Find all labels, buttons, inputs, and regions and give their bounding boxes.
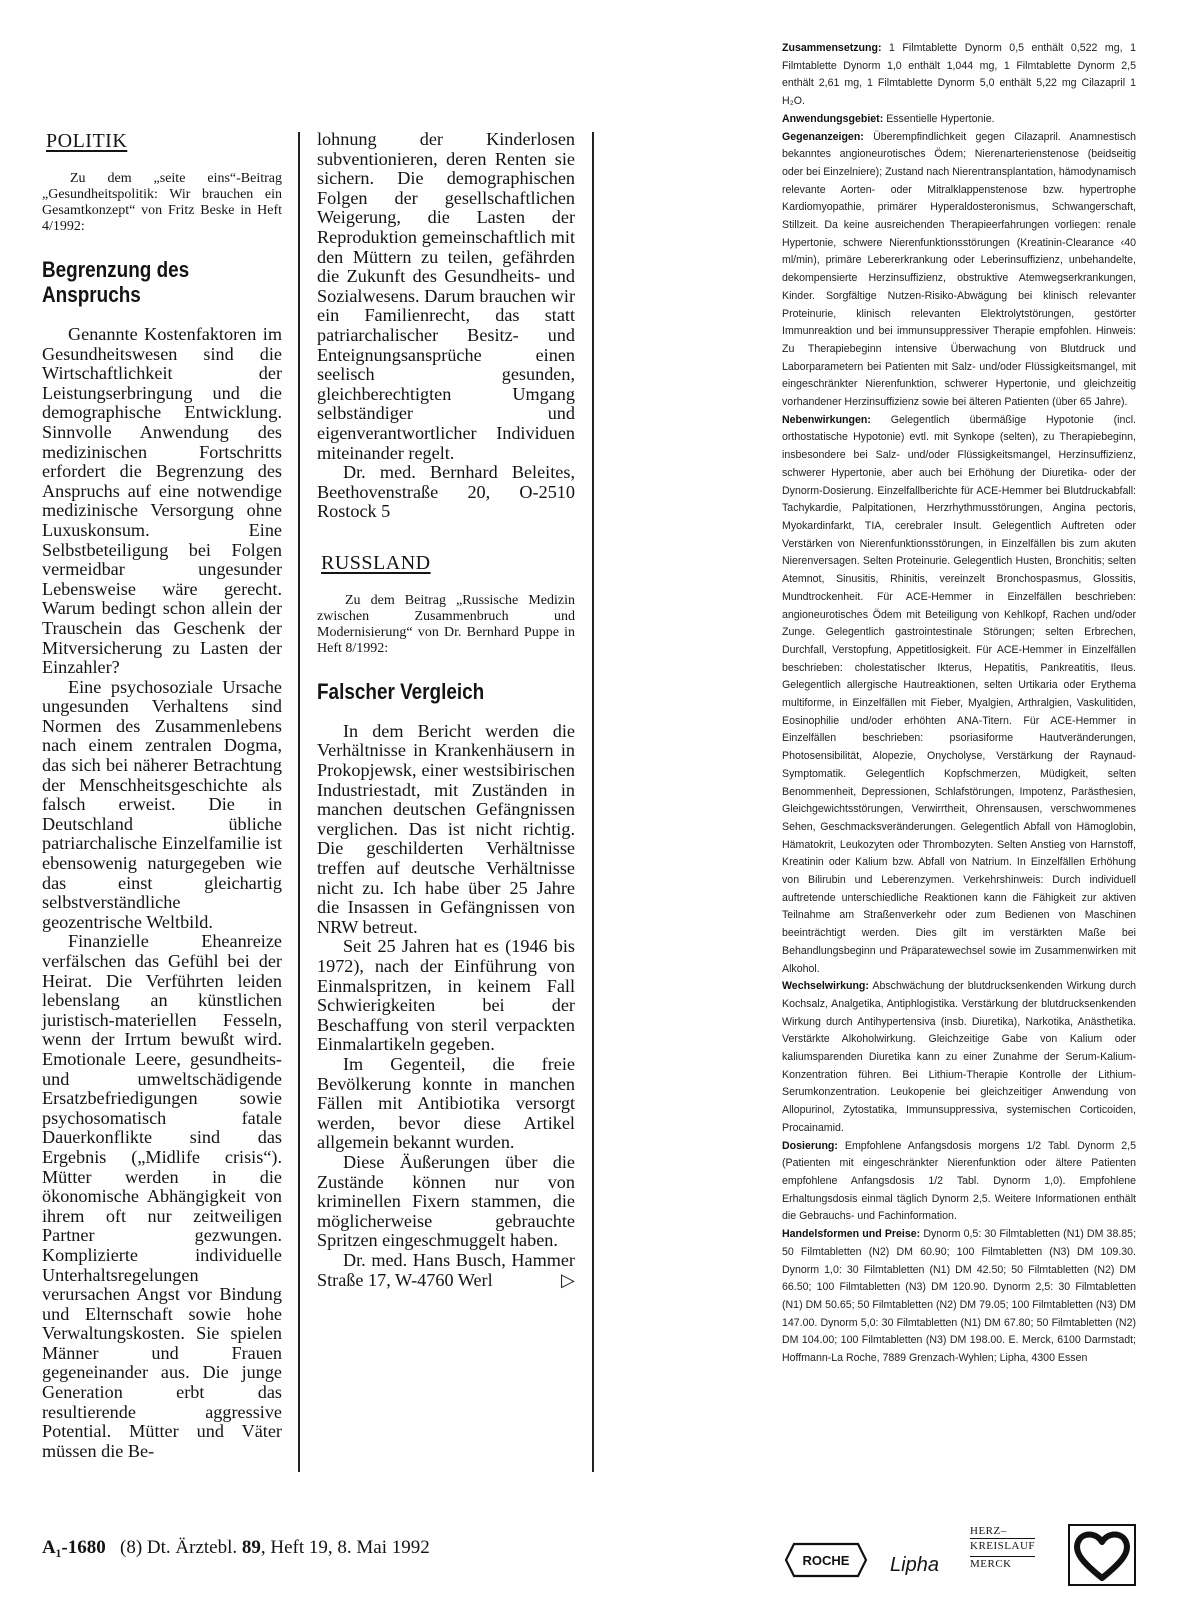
ad-paragraph-nebenwirkungen: Nebenwirkungen: Gelegentlich übermäßige Hypotonie (incl. orthostatische Hypotonie) evtl. mit Synkope (selten), zu Therapiebeginn, insbesondere bei Salz- und/oder Flüssigkeitsmangel, Herzinsuffizienz, schwerer Hypertonie, aber auch bei Erhöhung der Diuretika- oder der Dynorm-Dosierung. Einzelfallberichte für ACE-Hemmer bei Blutdruckabfall: Tachykardie, Palpitationen, Herzrhythmusstörungen, Angina pectoris, Myokardinfarkt, TIA, cerebraler Insult. Gelegentlich Auftreten oder Verstärken von Nierenfunktionsstörungen, in Einzelfällen bis zum akuten Nierenversagen. Selten Proteinurie. Gelegentlich Husten, Bronchitis; selten Atemnot, Sinusitis, Rhinitis, vereinzelt Bronchospasmus, Glossitis, Mundtrockenheit. Für ACE-Hemmer in Einzelfällen beschrieben: angioneurotisches Ödem mit Beteiligung von Kehlkopf, Rachen und/oder Zunge. Gelegentlich gastrointestinale Störungen; selten Erbrechen, Durchfall, Verstopfung, Appetitlosigkeit. Für ACE-Hemmer in Einzelfällen beschrieben: cholestatischer Ikterus, Hepatitis, Pankreatitis, Ileus. Gelegentlich allergische Hautreaktionen, selten Urtikaria oder Erythema multiforme, in Einzelfällen mit Fieber, Myalgien, Arthralgien, Vaskulitiden, Eosinophilie und/oder erhöhten ANA-Titern. Für ACE-Hemmer in Einzelfällen beschrieben: psoriasiforme Hautveränderungen, Photosensibilität, Alopezie, Onycholyse, Verstärkung der Raynaud-Symptomatik. Gelegentlich Kopfschmerzen, Müdigkeit, selten Benommenheit, Depressionen, Schlafstörungen, Impotenz, Parästhesien, Gleichgewichtsstörungen, Verwirrtheit, Ohrensausen, verschwommenes Sehen, Geschmacksveränderungen. Gelegentlich Abfall von Hämoglobin, Hämatokrit, Leukozyten oder Thrombozyten. Selten Anstieg von Harnstoff, Kreatinin oder Kalium bzw. Abfall von Natrium. In Einzelfällen Erhöhung von Bilirubin und Leberenzymen. Verkehrshinweis: Durch individuell auftretende unterschiedliche Reaktionen kann die Fähigkeit zur aktiven Teilnahme am Straßenverkehr oder zum Bedienen von Maschinen beeinträchtigt werden. Dies gilt im verstärkten Maße bei Behandlungsbeginn und Präparatewechsel sowie im Zusammenwirken mit Alkohol. — [782, 413, 1136, 975]
herz-kreislauf-merck-logo — [970, 1524, 1156, 1586]
ad-paragraph-dosierung: Dosierung: Empfohlene Anfangsdosis morgens 1/2 Tabl. Dynorm 2,5 (Patienten mit eingeschränkter Nierenfunktion oder ältere Patienten empfohlene Anfangsdosis 1/2 Tabl. Dynorm 1,0). Empfohlene Erhaltungsdosis einmal täglich Dynorm 2,5. Weitere Informationen enthält die Gebrauchs- und Fachinformation. — [782, 1139, 1137, 1223]
letter-body-2 — [317, 722, 575, 1290]
continue-arrow-icon: ▷ — [561, 1269, 575, 1290]
page-footer — [42, 1537, 430, 1559]
letter-signature-2 — [317, 1251, 575, 1290]
drug-information-panel — [782, 40, 1136, 1368]
paragraph: In dem Bericht werden die Verhältnisse in Krankenhäusern in Prokopjewsk, einer westsibirischen Industriestadt, mit Zuständen in manchen deutschen Gefängnissen verglichen. Das ist nicht richtig. Die geschilderten Verhältnisse treffen auf deutsche Verhältnisse nicht zu. Ich habe über 25 Jahre die Insassen in Gefängnissen von NRW betreut. — [317, 720, 575, 937]
section-label-politik: POLITIK — [46, 130, 128, 152]
paragraph: Im Gegenteil, die freie Bevölkerung konnte in manchen Fällen mit Antibiotika versorgt werden, bevor diese Artikel allgemein bekannt wurden. — [317, 1053, 575, 1153]
column-rule-1 — [298, 132, 300, 1472]
ad-paragraph-gegenanzeigen: Gegenanzeigen: Überempfindlichkeit gegen Cilazapril. Anamnestisch bekanntes angioneurotisches Ödem; Nierenarterienstenose (beidseitig oder bei Einzelniere); Zustand nach Nierentransplantation, hämodynamisch relevante Aorten- oder Mitralklappenstenose bzw. hypertrophe Kardiomyopathie, primärer Hyperaldosteronismus, Schwangerschaft, Stillzeit. Da keine ausreichenden Therapieerfahrungen vorliegen: renale Hypertonie, schwere Nierenfunktionsstörungen (Kreatinin-Clearance ‹40 ml/min), primäre Lebererkrankung oder Leberinsuffizienz, unbehandelte, dekompensierte Herzinsuffizienz, obstruktive Atemwegserkrankungen, Kinder. Sorgfältige Nutzen-Risiko-Abwägung bei klinisch relevanter Proteinurie, klinisch relevanten Elektrolytstörungen, gestörter Immunreaktion und bei immunsuppressiver Therapie empfohlen. Hinweis: Zu Therapiebeginn intensive Überwachung von Blutdruck und Laborparametern bei Patienten mit Salz- und/oder Flüssigkeitsmangel, mit eingeschränkter Nierenfunktion, schwerer Hypertonie, und gleichzeitig vorhandener Herzinsuffizienz sowie bei älteren Patienten (über 65 Jahre). — [782, 130, 1136, 409]
letter-intro-1: Zu dem „seite eins“-Beitrag „Gesundheitspolitik: Wir brauchen ein Gesamtkonzept“ von Fritz Beske in Heft 4/1992: — [42, 171, 282, 234]
column-2 — [317, 130, 575, 1290]
paragraph: lohnung der Kinderlosen subventionieren, deren Renten sie sichern. Die demographischen Folgen der gesellschaftlichen Weigerung, die Lasten der Reproduktion gemeinschaftlich mit den Müttern zu teilen, gefährden die Zukunft des Gesundheits- und Sozialwesens. Darum brauchen wir ein Familienrecht, das statt patriarchalischer Besitz- und Enteignungsansprüche einen seelisch gesunden, gleichberechtigten Umgang selbständiger und eigenverantwortlicher Individuen miteinander regelt. — [317, 129, 575, 463]
lipha-logo: Lipha — [890, 1554, 939, 1576]
headline-begrenzung: Begrenzung des Anspruchs — [42, 257, 190, 307]
sponsor-logos — [784, 1522, 1164, 1592]
issue-date: , Heft 19, 8. Mai 1992 — [260, 1537, 430, 1558]
signature-text: Dr. med. Hans Busch, Hammer Straße 17, W-4760 Werl — [317, 1249, 575, 1290]
section-label-russland: RUSSLAND — [321, 551, 431, 574]
column-rule-2 — [592, 132, 594, 1472]
letter-body-1-continued — [317, 130, 575, 522]
column-1 — [42, 130, 282, 1461]
letter-body-1 — [42, 325, 282, 1461]
herz-kreislauf-text: HERZ– KREISLAUF MERCK — [970, 1525, 1036, 1570]
ad-paragraph-anwendungsgebiet: Anwendungsgebiet: Essentielle Hypertonie. — [782, 112, 995, 125]
paragraph: Diese Äußerungen über die Zustände können nur von kriminellen Fixern stammen, die möglicherweise gebrauchte Spritzen eingeschmuggelt haben. — [317, 1151, 575, 1251]
page-number: A₁-1680 — [42, 1537, 106, 1558]
letter-signature-1: Dr. med. Bernhard Beleites, Beethovenstraße 20, O-2510 Rostock 5 — [317, 462, 575, 522]
ad-paragraph-zusammensetzung: Zusammensetzung: 1 Filmtablette Dynorm 0,5 enthält 0,522 mg, 1 Filmtablette Dynorm 1,0 enthält 1,044 mg, 1 Filmtablette Dynorm 2,5 enthält 2,61 mg, 1 Filmtablette Dynorm 5,0 enthält 5,22 mg Cilazapril 1 H₂O. — [782, 42, 1136, 108]
citation: (8) Dt. Ärztebl. — [120, 1537, 238, 1558]
heart-icon — [1068, 1524, 1136, 1586]
roche-logo-text: ROCHE — [802, 1553, 850, 1568]
volume-number: 89 — [241, 1537, 261, 1558]
paragraph: Genannte Kostenfaktoren im Gesundheitswesen sind die Wirtschaftlichkeit der Leistungserbringung und die demographische Entwicklung. Sinnvolle Anwendung des medizinischen Fortschritts erfordert die Begrenzung des Anspruchs auf eine notwendige medizinische Versorgung ohne Luxuskonsum. Eine Selbstbeteiligung bei Folgen vermeidbar ungesunder Lebensweise wäre gerecht. Warum bedingt schon allein der Trauschein das Geschenk der Mitversicherung zu Lasten der Einzahler? — [42, 324, 282, 678]
ad-paragraph-handelsformen: Handelsformen und Preise: Dynorm 0,5: 30 Filmtabletten (N1) DM 38.85; 50 Filmtabletten (N2) DM 60.90; 100 Filmtabletten (N3) DM 109.30. Dynorm 1,0: 30 Filmtabletten (N1) DM 42.50; 50 Filmtabletten (N2) DM 66.50; 100 Filmtabletten (N3) DM 120.90. Dynorm 2,5: 30 Filmtabletten (N1) DM 50.65; 50 Filmtabletten (N2) DM 79.05; 100 Filmtabletten (N3) DM 147.00. Dynorm 5,0: 30 Filmtabletten (N1) DM 67.80; 50 Filmtabletten (N2) DM 104.00; 100 Filmtabletten (N3) DM 198.00. E. Merck, 6100 Darmstadt; Hoffmann-La Roche, 7889 Grenzach-Wyhlen; Lipha, 4300 Essen — [782, 1228, 1137, 1365]
roche-logo — [784, 1542, 868, 1578]
ad-paragraph-wechselwirkung: Wechselwirkung: Abschwächung der blutdrucksenkenden Wirkung durch Kochsalz, Analgetika, Antiphlogistika. Verstärkung der blutdrucksenkenden Wirkung durch Antihypertensiva (insb. Diuretika), Narkotika, Anästhetika. Verstärkte Alkoholwirkung. Gleichzeitige Gabe von Kalium oder kaliumsparenden Diuretika kann zu einer Zunahme der Serum-Kalium-Konzentration führen. Bei Lithium-Therapie Kontrolle der Lithium-Serumkonzentration. Leukopenie bei gleichzeitiger Anwendung von Allopurinol, Zytostatika, Immunsuppressiva, systemischen Corticoiden, Procainamid. — [782, 980, 1137, 1134]
paragraph: Eine psychosoziale Ursache ungesunden Verhaltens sind Normen des Zusammenlebens nach einem zentralen Dogma, das sich bei näherer Betrachtung der Menschheitsgeschichte als falsch erweist. Die in Deutschland übliche patriarchalische Einzelfamilie ist ebensowenig naturgegeben wie das einst gleichartig selbstverständliche geozentrische Weltbild. — [42, 676, 282, 932]
paragraph: Seit 25 Jahren hat es (1946 bis 1972), nach der Einführung von Einmalspritzen, in keinem Fall Schwierigkeiten bei der Beschaffung von steril verpackten Einmalartikeln gegeben. — [317, 936, 575, 1055]
headline-falscher-vergleich: Falscher Vergleich — [317, 678, 485, 704]
paragraph: Finanzielle Eheanreize verfälschen das Gefühl bei der Heirat. Die Verführten leiden lebenslang an künstlichen juristisch-materiellen Fesseln, wenn der Irrtum bewußt wird. Emotionale Leere, gesundheits- und umweltschädigende Ersatzbefriedigungen sowie psychosomatisch fatale Dauerkonflikte sind das Ergebnis („Midlife crisis“). Mütter werden in die ökonomische Abhängigkeit von ihrem oft nur zeitweiligen Partner gezwungen. Komplizierte individuelle Unterhaltsregelungen verursachen Angst vor Bindung und Elternschaft sowie hohe Verwaltungskosten. Sie spielen Männer und Frauen gegeneinander aus. Die junge Generation erbt das resultierende aggressive Potential. Mütter und Väter müssen die Be- — [42, 931, 282, 1461]
letter-intro-2: Zu dem Beitrag „Russische Medizin zwischen Zusammenbruch und Modernisierung“ von Dr. Bernhard Puppe in Heft 8/1992: — [317, 592, 575, 656]
